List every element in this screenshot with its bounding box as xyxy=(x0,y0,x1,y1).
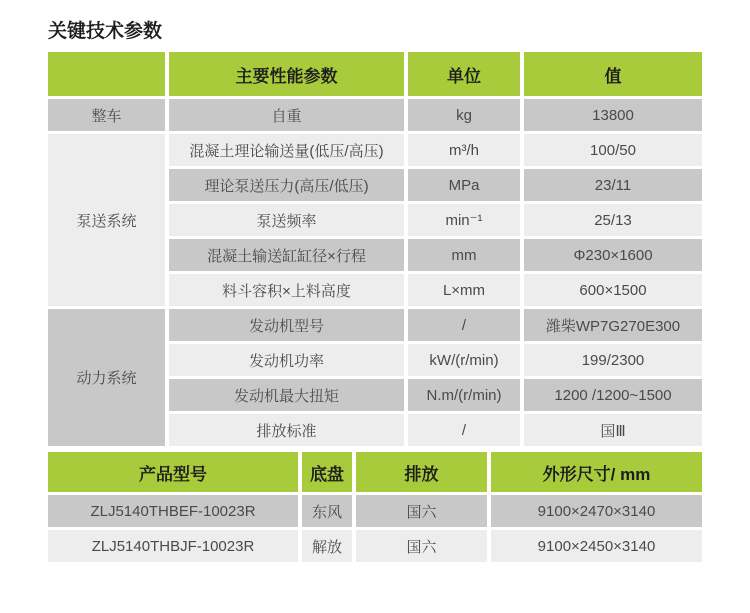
chassis-cell: 解放 xyxy=(302,530,352,562)
param-cell: 料斗容积×上料高度 xyxy=(169,274,404,306)
unit-cell: / xyxy=(408,309,520,341)
model-header-chassis: 底盘 xyxy=(302,452,352,492)
spec-header-category xyxy=(48,52,165,96)
param-cell: 自重 xyxy=(169,99,404,131)
value-cell: 100/50 xyxy=(524,134,702,166)
value-cell: 潍柴WP7G270E300 xyxy=(524,309,702,341)
param-cell: 发动机功率 xyxy=(169,344,404,376)
spec-header-row xyxy=(48,52,702,96)
unit-cell: mm xyxy=(408,239,520,271)
chassis-cell: 东风 xyxy=(302,495,352,527)
spec-header-unit: 单位 xyxy=(408,52,520,96)
value-cell: 13800 xyxy=(524,99,702,131)
model-header-product-model: 产品型号 xyxy=(48,452,298,492)
value-cell: Φ230×1600 xyxy=(524,239,702,271)
category-cell: 泵送系统 xyxy=(48,134,165,306)
unit-cell: kg xyxy=(408,99,520,131)
param-cell: 排放标准 xyxy=(169,414,404,446)
category-cell: 动力系统 xyxy=(48,309,165,446)
table-row xyxy=(48,134,702,166)
value-cell: 23/11 xyxy=(524,169,702,201)
table-row xyxy=(48,530,702,562)
model-cell: ZLJ5140THBEF-10023R xyxy=(48,495,298,527)
unit-cell: m³/h xyxy=(408,134,520,166)
emission-cell: 国六 xyxy=(356,530,487,562)
param-cell: 发动机型号 xyxy=(169,309,404,341)
model-cell: ZLJ5140THBJF-10023R xyxy=(48,530,298,562)
value-cell: 1200 /1200~1500 xyxy=(524,379,702,411)
page-title: 关键技术参数 xyxy=(48,21,163,42)
value-cell: 600×1500 xyxy=(524,274,702,306)
model-header-row xyxy=(48,452,702,492)
value-cell: 199/2300 xyxy=(524,344,702,376)
param-cell: 混凝土理论输送量(低压/高压) xyxy=(169,134,404,166)
table-row xyxy=(48,99,702,131)
unit-cell: kW/(r/min) xyxy=(408,344,520,376)
model-header-dimensions: 外形尺寸/ mm xyxy=(491,452,702,492)
param-cell: 理论泵送压力(高压/低压) xyxy=(169,169,404,201)
unit-cell: / xyxy=(408,414,520,446)
dimensions-cell: 9100×2450×3140 xyxy=(491,530,702,562)
spec-header-value: 值 xyxy=(524,52,702,96)
unit-cell: N.m/(r/min) xyxy=(408,379,520,411)
unit-cell: min⁻¹ xyxy=(408,204,520,236)
spec-header-parameter: 主要性能参数 xyxy=(169,52,404,96)
table-row xyxy=(48,309,702,341)
table-row xyxy=(48,495,702,527)
param-cell: 发动机最大扭矩 xyxy=(169,379,404,411)
product-models-table xyxy=(44,449,706,565)
key-parameters-table xyxy=(44,49,706,449)
unit-cell: L×mm xyxy=(408,274,520,306)
param-cell: 泵送频率 xyxy=(169,204,404,236)
emission-cell: 国六 xyxy=(356,495,487,527)
dimensions-cell: 9100×2470×3140 xyxy=(491,495,702,527)
value-cell: 国Ⅲ xyxy=(524,414,702,446)
value-cell: 25/13 xyxy=(524,204,702,236)
category-cell: 整车 xyxy=(48,99,165,131)
model-header-emission: 排放 xyxy=(356,452,487,492)
param-cell: 混凝土输送缸缸径×行程 xyxy=(169,239,404,271)
unit-cell: MPa xyxy=(408,169,520,201)
